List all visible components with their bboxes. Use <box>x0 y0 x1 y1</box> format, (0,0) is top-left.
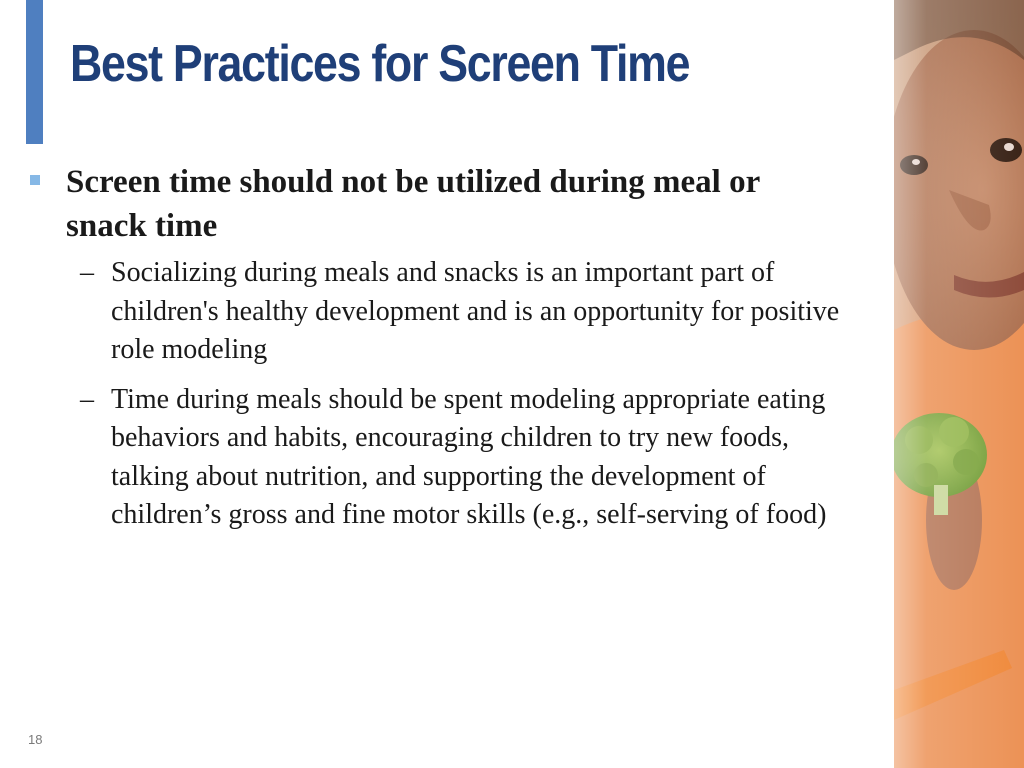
bullet-text: Screen time should not be utilized during meal or snack time <box>66 164 760 244</box>
title-accent-bar <box>26 0 43 144</box>
slide-content <box>0 160 880 546</box>
sub-bullet-list <box>0 254 880 535</box>
square-bullet-icon <box>30 175 40 185</box>
sub-bullet-item <box>0 254 851 370</box>
sub-bullet-item <box>0 381 851 535</box>
slide-number: 18 <box>28 732 43 747</box>
dash-bullet-icon: – <box>80 383 94 415</box>
sub-bullet-text: Socializing during meals and snacks is an important part of children's healthy development and is an opportunity for positive role modeling <box>111 257 840 365</box>
bullet-item <box>0 160 806 248</box>
child-photo <box>894 0 1024 768</box>
dash-bullet-icon: – <box>80 257 94 288</box>
slide-title: Best Practices for Screen Time <box>70 35 690 93</box>
sub-bullet-text: Time during meals should be spent modeling appropriate eating behaviors and habits, encouraging children to try new foods, talking about nutrition, and supporting the development of children’s gross and fine motor skills (e.g., self-serving of food) <box>111 383 827 530</box>
